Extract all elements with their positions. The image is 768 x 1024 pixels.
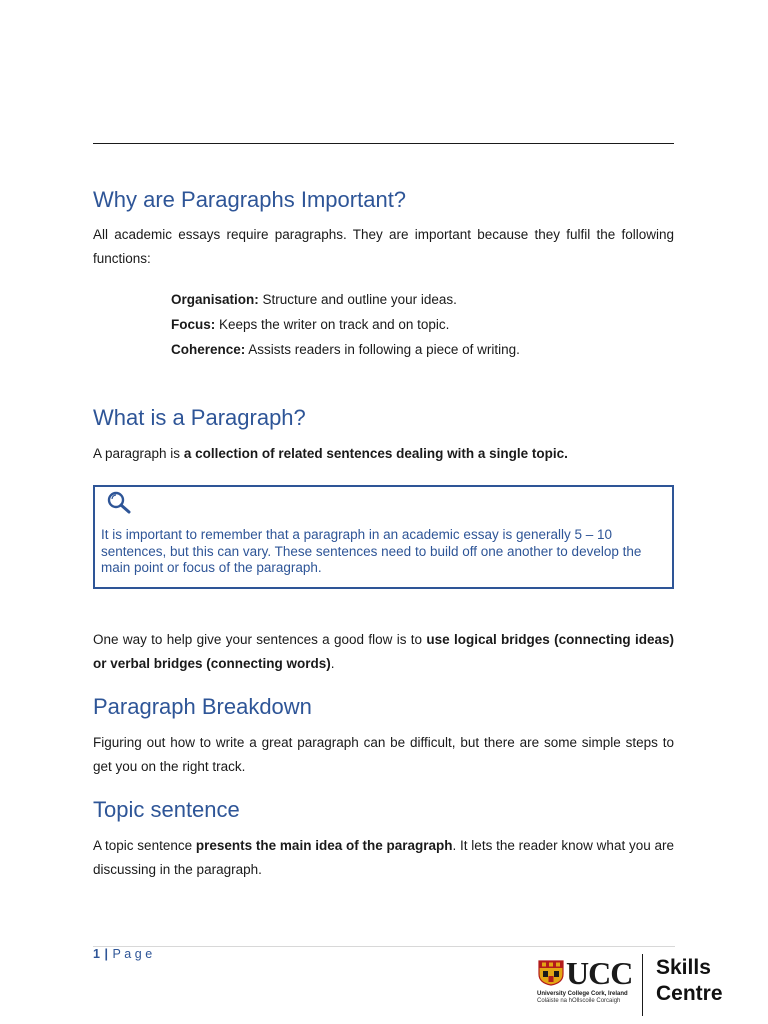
- heading-what-is-paragraph: What is a Paragraph?: [93, 405, 306, 430]
- ucc-logo: [536, 955, 636, 1006]
- page-separator: |: [104, 947, 109, 961]
- topic-paragraph: [93, 834, 674, 882]
- heading-why-paragraphs: Why are Paragraphs Important?: [93, 187, 407, 212]
- functions-list: [171, 288, 520, 363]
- skills-text: Skills: [656, 956, 711, 979]
- page-label: Page: [112, 947, 156, 961]
- function-term: Focus:: [171, 317, 216, 332]
- ucc-subtitle-irish: Coláiste na hOllscoile Corcaigh: [537, 998, 621, 1004]
- logo-divider: [642, 954, 643, 1016]
- magnifier-icon: [105, 490, 135, 516]
- function-desc: Keeps the writer on track and on topic.: [215, 317, 450, 332]
- breakdown-paragraph: Figuring out how to write a great paragraph can be difficult, but there are some simple steps to get you on the right track.: [93, 735, 674, 774]
- flow-bold: use logical bridges (connecting ideas) or verbal bridges (connecting words): [93, 632, 674, 671]
- definition-bold: a collection of related sentences dealing with a single topic.: [183, 446, 568, 461]
- function-desc: Structure and outline your ideas.: [258, 292, 457, 307]
- function-term: Organisation:: [171, 292, 259, 307]
- note-text: It is important to remember that a paragraph in an academic essay is generally 5 – 10 sentences, but this can vary. These sentences need to build off one another to develop the main point or focus of the paragraph.: [101, 527, 642, 575]
- ucc-crest-icon: [538, 960, 564, 986]
- function-item: [171, 338, 520, 363]
- heading-paragraph-breakdown: Paragraph Breakdown: [93, 694, 312, 719]
- definition-prefix: A paragraph is: [93, 446, 184, 461]
- definition-paragraph: [93, 442, 674, 466]
- top-rule: [93, 143, 674, 144]
- function-item: [171, 288, 520, 313]
- note-box: [93, 485, 674, 589]
- function-item: [171, 313, 520, 338]
- flow-prefix: One way to help give your sentences a good flow is to: [93, 632, 427, 647]
- flow-suffix: .: [330, 656, 335, 671]
- footer-rule: [93, 946, 675, 947]
- flow-paragraph: [93, 628, 674, 676]
- function-term: Coherence:: [171, 342, 246, 357]
- intro-paragraph: All academic essays require paragraphs. They are important because they fulfil the following functions:: [93, 227, 674, 266]
- skills-centre-logo: [656, 955, 723, 1007]
- heading-topic-sentence: Topic sentence: [93, 797, 240, 822]
- function-desc: Assists readers in following a piece of writing.: [245, 342, 520, 357]
- topic-prefix: A topic sentence: [93, 838, 196, 853]
- centre-text: Centre: [656, 982, 723, 1005]
- topic-bold: presents the main idea of the paragraph: [195, 838, 453, 853]
- ucc-subtitle-english: University College Cork, Ireland: [537, 991, 628, 997]
- page-number: [93, 947, 156, 961]
- ucc-wordmark: UCC: [566, 955, 633, 991]
- page-number-value: 1: [93, 947, 101, 961]
- topic-suffix: . It lets the reader know what you are discussing in the paragraph.: [93, 838, 675, 877]
